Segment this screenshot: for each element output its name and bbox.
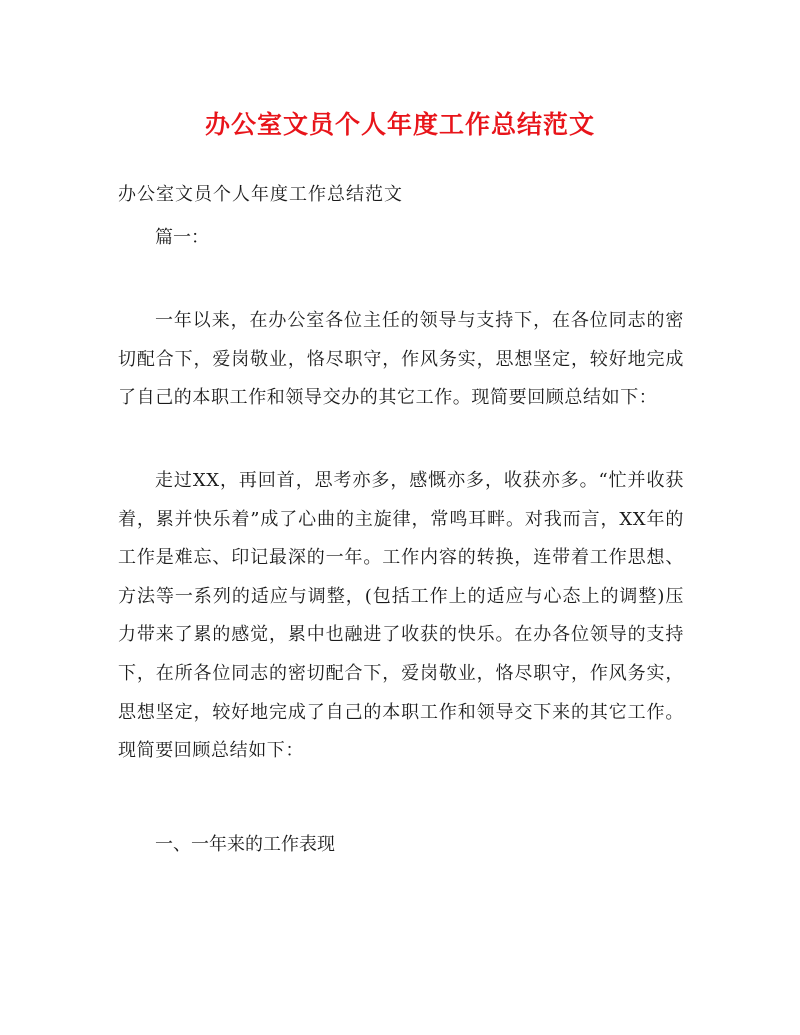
section-heading: 一、一年来的工作表现 <box>155 834 335 855</box>
section-label: 篇一： <box>155 227 209 248</box>
document-title: 办公室文员个人年度工作总结范文 <box>204 110 595 139</box>
document-subtitle: 办公室文员个人年度工作总结范文 <box>118 184 403 205</box>
paragraph-2: 走过XX，再回首，思考亦多，感慨亦多，收获亦多。“忙并收获着，累并快乐着”成了心曲的主旋律，常鸣耳畔。对我而言，XX年的工作是难忘、印记最深的一年。工作内容的转换，连带着工作思想、方法等一系列的适应与调整，(包括工作上的适应与心态上的调整)压力带来了累的感觉，累中也融进了收获的快乐。在办各位领导的支持下，在所各位同志的密切配合下，爱岗敬业，恪尽职守，作风务实，思想坚定，较好地完成了自己的本职工作和领导交下来的其它工作。现简要回顾总结如下： <box>118 470 684 762</box>
paragraph-1: 一年以来，在办公室各位主任的领导与支持下，在各位同志的密切配合下，爱岗敬业，恪尽职守，作风务实，思想坚定，较好地完成了自己的本职工作和领导交办的其它工作。现简要回顾总结如下： <box>118 310 684 409</box>
